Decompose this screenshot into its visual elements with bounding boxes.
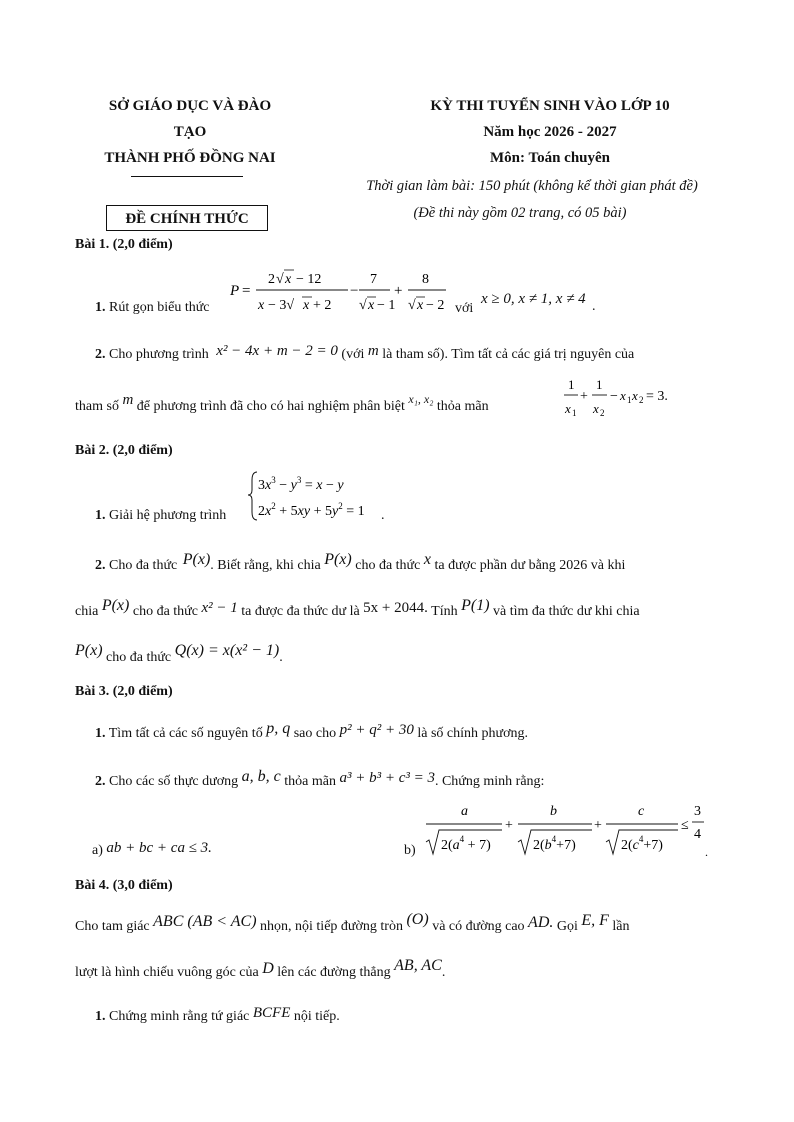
bai3-q1-text-a: Tìm tất cả các số nguyên tố	[108, 726, 263, 741]
bai2-q2-text-i: và tìm đa thức dư khi chia	[493, 604, 640, 619]
bai4-quadrilateral: BCFE	[252, 1005, 291, 1021]
svg-text:x: x	[285, 272, 292, 287]
svg-text:b: b	[550, 804, 557, 819]
svg-text:1: 1	[572, 408, 577, 418]
bai2-q2-text-b: . Biết rằng, khi chia	[210, 558, 321, 573]
svg-text:− 1: − 1	[377, 298, 396, 313]
svg-text:+: +	[580, 389, 588, 404]
bai2-q2-text-f: cho đa thức	[132, 604, 198, 619]
svg-text:+: +	[394, 283, 403, 299]
exam-title: KỲ THI TUYỂN SINH VÀO LỚP 10	[430, 98, 670, 114]
bai3-title: Bài 3. (2,0 điểm)	[75, 684, 173, 699]
bai4-line2: lượt là hình chiếu vuông góc của D lên các đường thẳng AB, AC.	[75, 957, 446, 980]
bai1-q2-condition	[562, 373, 692, 425]
svg-text:8: 8	[422, 272, 429, 287]
bai2-q1-number: 1.	[95, 508, 106, 523]
bai3-q1-pq: p, q	[266, 720, 291, 737]
svg-text:x: x	[620, 388, 626, 403]
svg-text:−: −	[350, 283, 359, 299]
official-exam-label: ĐỀ CHÍNH THỨC	[125, 211, 249, 227]
svg-text:4: 4	[694, 827, 701, 842]
bai2-q2-remainder: 5x + 2044.	[363, 600, 428, 616]
bai3-q2a	[92, 842, 212, 859]
svg-text:√: √	[408, 298, 416, 313]
bai1-title: Bài 1. (2,0 điểm)	[75, 237, 173, 252]
svg-text:− 2: − 2	[426, 298, 445, 313]
bai1-q2-equation: x² − 4x + m − 2 = 0	[216, 343, 338, 359]
svg-text:2x2 + 5xy + 5y2 = 1: $2x^2 + 5xy + 5y^2 = 1$	[258, 501, 365, 519]
bai1-q1-dot: .	[592, 299, 596, 314]
bai4-text-c: và có đường cao	[432, 919, 525, 934]
svg-text:2: 2	[639, 395, 644, 405]
svg-text:= 3.: = 3.	[646, 389, 668, 404]
bai3-q2-text-c: . Chứng minh rằng:	[434, 774, 545, 789]
svg-text:1: 1	[596, 377, 603, 392]
bai1-q2-text-b: (với	[341, 347, 365, 362]
pages-note: (Đề thi này gồm 02 trang, có 05 bài)	[413, 205, 627, 221]
department-line-1: SỞ GIÁO DỤC VÀ ĐÀO	[108, 98, 272, 114]
svg-text:2: 2	[600, 408, 605, 418]
svg-text:x: x	[258, 298, 265, 313]
bai1-q2-number: 2.	[95, 347, 106, 362]
bai3-q2a-label: a)	[92, 843, 103, 858]
svg-text:=: =	[242, 283, 251, 299]
department-line-2: TẠO	[173, 124, 207, 140]
svg-text:P: P	[230, 283, 240, 299]
svg-text:x: x	[417, 298, 424, 313]
bai2-q2-x2m1: x² − 1	[201, 600, 238, 616]
time-note: Thời gian làm bài: 150 phút (không kể thời gian phát đề)	[366, 178, 698, 194]
svg-text:≤: ≤	[681, 818, 689, 833]
bai2-q2-text-j: cho đa thức	[106, 650, 172, 665]
bai1-q2-text-a: Cho phương trình	[109, 347, 209, 362]
bai1-expression-P	[228, 262, 458, 320]
bai3-q1-text-c: là số chính phương.	[417, 726, 528, 741]
bai4-text-b: nhọn, nội tiếp đường tròn	[260, 919, 403, 934]
bai4-triangle: ABC (AB < AC)	[153, 913, 257, 930]
bai2-q1-text: Giải hệ phương trình	[109, 508, 227, 523]
bai1-q2-line1	[95, 343, 635, 363]
header-divider	[131, 176, 243, 177]
bai3-q2-text-b: thỏa mãn	[284, 774, 336, 789]
bai2-q1-dot: .	[381, 508, 385, 523]
bai3-q2-abc: a, b, c	[241, 768, 281, 785]
bai2-q2-p1: P(1)	[461, 597, 490, 614]
svg-text:+ 2: + 2	[313, 298, 332, 313]
bai2-q2-line3: P(x) cho đa thức Q(x) = x(x² − 1).	[75, 642, 283, 665]
bai2-q2-text-g: ta được đa thức dư là	[241, 604, 360, 619]
bai2-q2-px: P(x)	[182, 551, 211, 568]
bai3-q2b-expression	[422, 796, 712, 862]
bai1-q1	[95, 300, 210, 316]
official-exam-box	[106, 205, 268, 231]
bai4-point-d: D	[262, 960, 274, 977]
bai2-q2-qx: Q(x) = x(x² − 1)	[174, 642, 280, 659]
svg-text:2(b4+7): $2(b^4+7)$	[533, 834, 576, 853]
svg-text:x: x	[565, 401, 571, 416]
svg-text:c: c	[638, 804, 645, 819]
svg-text:x: x	[368, 298, 375, 313]
bai4-q1-text-a: Chứng minh rằng tứ giác	[109, 1009, 250, 1024]
svg-text:− 12: − 12	[296, 272, 322, 287]
bai2-q2-text-e: chia	[75, 604, 99, 619]
bai4-title: Bài 4. (3,0 điểm)	[75, 878, 173, 893]
svg-text:3x3 − y3 = x − y: $3x^3 - y^3 = x - y$	[258, 475, 344, 493]
svg-text:x: x	[303, 298, 310, 313]
svg-text:+: +	[594, 818, 602, 833]
department-line-3: THÀNH PHỐ ĐỒNG NAI	[104, 150, 276, 166]
bai2-q2-line1	[95, 551, 626, 574]
bai2-q2-number: 2.	[95, 558, 106, 573]
bai3-q2-number: 2.	[95, 774, 106, 789]
bai1-q2-text-c: là tham số). Tìm tất cả các giá trị nguyên của	[382, 347, 635, 362]
school-year: Năm học 2026 - 2027	[483, 124, 617, 140]
svg-text:3: 3	[694, 804, 701, 819]
bai2-q2-text-c: cho đa thức	[355, 558, 421, 573]
bai4-q1	[95, 1005, 340, 1025]
svg-text:+: +	[505, 818, 513, 833]
svg-text:x: x	[593, 401, 599, 416]
bai3-q1-expr: p² + q² + 30	[339, 722, 414, 738]
bai1-q1-with: với	[455, 301, 474, 316]
bai1-q2-m: m	[367, 343, 379, 359]
bai2-q2-text-a: Cho đa thức	[109, 558, 178, 573]
bai1-q1-condition: x ≥ 0, x ≠ 1, x ≠ 4	[481, 291, 586, 307]
bai3-q1-text-b: sao cho	[293, 726, 337, 741]
bai4-text-e: lần	[612, 919, 630, 934]
svg-text:x: x	[632, 388, 638, 403]
bai2-q2-text-h: Tính	[431, 604, 458, 619]
bai1-q2-text-f: thỏa mãn	[436, 399, 489, 414]
bai1-q2-roots: x₁, x₂	[408, 392, 434, 406]
bai4-circle: (O)	[406, 911, 429, 928]
bai4-ef: E, F	[581, 912, 609, 929]
bai2-q2-x: x	[423, 551, 431, 568]
subject: Môn: Toán chuyên	[489, 150, 611, 166]
bai3-q1	[95, 720, 528, 742]
bai2-q2-px-2: P(x)	[324, 551, 352, 568]
bai4-q1-number: 1.	[95, 1009, 106, 1024]
svg-text:√: √	[359, 298, 367, 313]
bai1-q1-text: Rút gọn biểu thức	[109, 300, 210, 315]
svg-text:2: 2	[268, 272, 275, 287]
bai2-q2-px-4: P(x)	[75, 642, 103, 659]
bai2-title: Bài 2. (2,0 điểm)	[75, 443, 173, 458]
bai1-q2-text-d: tham số	[75, 399, 119, 414]
bai1-q2-m-2: m	[122, 392, 134, 408]
bai4-lines: AB, AC	[394, 957, 442, 974]
bai3-q2-condition: a³ + b³ + c³ = 3	[339, 770, 435, 786]
svg-text:√: √	[276, 272, 284, 287]
svg-text:.: .	[705, 845, 708, 859]
bai2-system	[248, 468, 398, 524]
bai2-q2-line2	[75, 597, 640, 620]
bai4-text-f: lượt là hình chiếu vuông góc của	[75, 965, 259, 980]
bai2-q2-text-d: ta được phần dư bằng 2026 và khi	[434, 558, 626, 573]
bai4-altitude: AD.	[528, 914, 554, 931]
bai2-q1	[95, 508, 226, 524]
bai3-q2a-expr: ab + bc + ca ≤ 3.	[106, 840, 212, 856]
svg-text:7: 7	[370, 272, 377, 287]
bai4-text-a: Cho tam giác	[75, 919, 150, 934]
bai3-q2	[95, 768, 545, 790]
bai1-q1-number: 1.	[95, 300, 106, 315]
bai3-q2-text-a: Cho các số thực dương	[109, 774, 239, 789]
bai3-q1-number: 1.	[95, 726, 106, 741]
svg-text:2(c4+7): $2(c^4+7)$	[621, 834, 663, 853]
svg-text:− 3√: − 3√	[268, 298, 295, 313]
bai1-q2-text-e: để phương trình đã cho có hai nghiệm phân biệt	[136, 399, 405, 414]
bai1-q2-line2	[75, 392, 489, 415]
bai4-q1-text-b: nội tiếp.	[293, 1009, 340, 1024]
bai4-line1	[75, 911, 630, 935]
bai2-q2-px-3: P(x)	[101, 597, 130, 614]
svg-text:1: 1	[568, 377, 575, 392]
bai4-text-d: Gọi	[556, 919, 578, 934]
svg-text:a: a	[461, 804, 468, 819]
bai3-q2b-label: b)	[404, 843, 416, 858]
svg-text:2(a4 + 7): $2(a^4 + 7)$	[441, 834, 491, 853]
svg-text:−: −	[610, 389, 618, 404]
bai4-text-g: lên các đường thẳng	[277, 965, 391, 980]
svg-text:1: 1	[627, 395, 632, 405]
